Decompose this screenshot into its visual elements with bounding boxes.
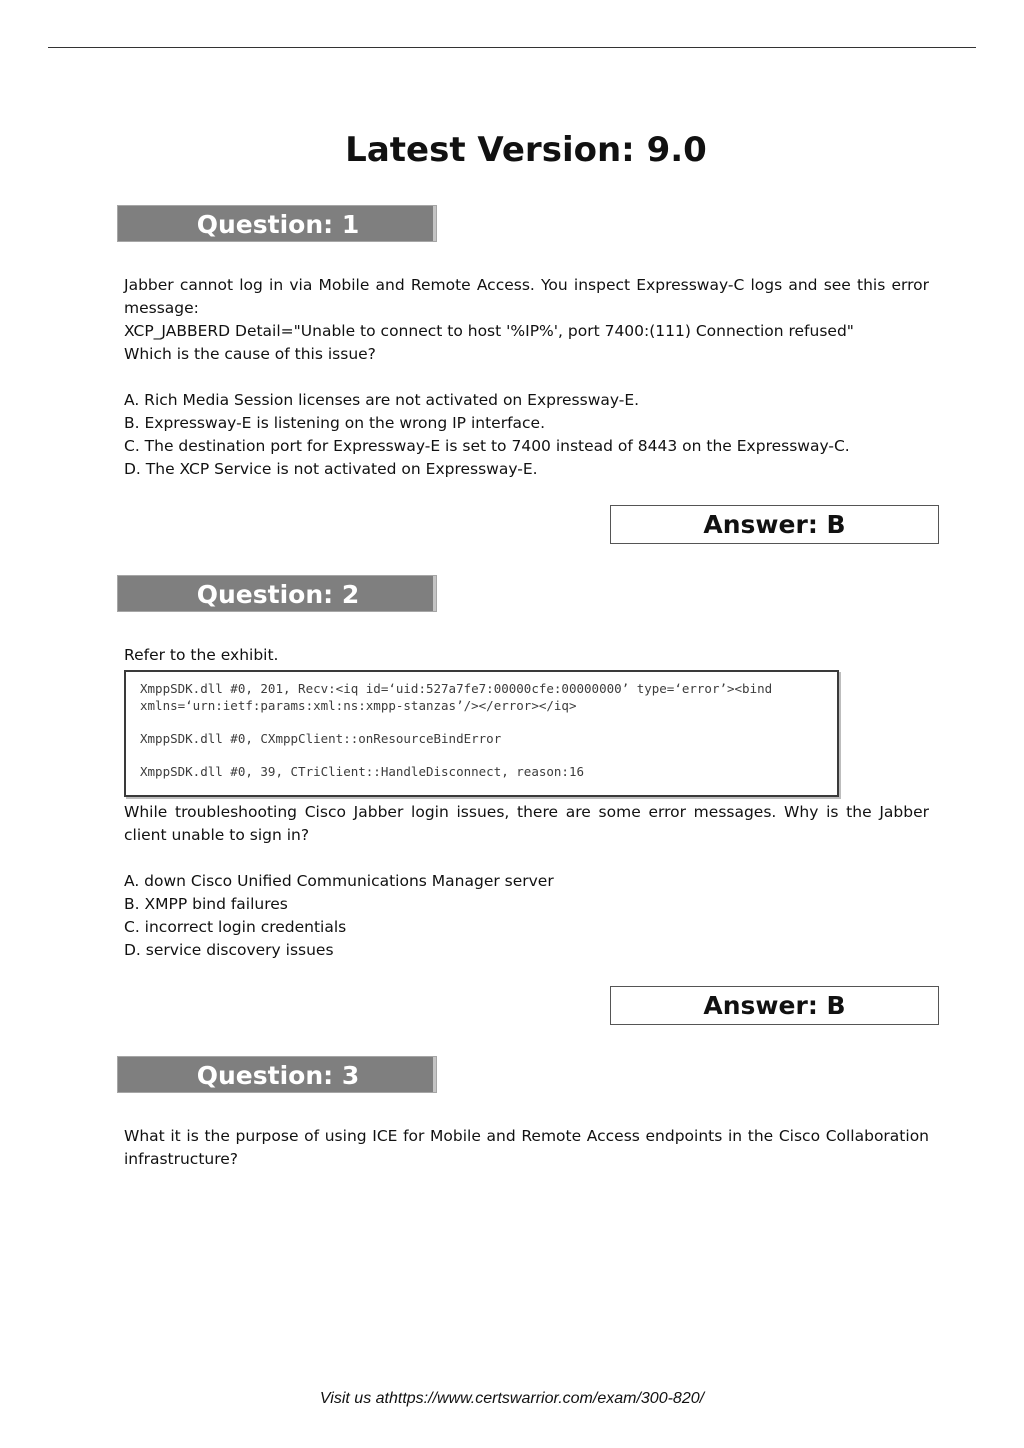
question-1-options bbox=[124, 389, 929, 481]
exhibit-log-line: XmppSDK.dll #0, 201, Recv:<iq id=‘uid:527a7fe7:00000cfe:00000000’ type=‘error’><bind bbox=[140, 681, 773, 696]
question-2-option-c: C. incorrect login credentials bbox=[124, 918, 347, 936]
question-2-answer-box bbox=[610, 986, 939, 1025]
question-1-answer: Answer: B bbox=[703, 510, 846, 539]
exhibit-spacer bbox=[140, 747, 827, 763]
exhibit-log-line: XmppSDK.dll #0, 39, CTriClient::HandleDisconnect, reason:16 bbox=[140, 764, 585, 779]
question-2-header bbox=[117, 575, 437, 612]
question-2-option-d: D. service discovery issues bbox=[124, 941, 334, 959]
question-1-text bbox=[124, 274, 929, 366]
question-2-header-label: Question: 2 bbox=[196, 580, 360, 609]
question-3-header-label: Question: 3 bbox=[196, 1061, 360, 1090]
question-1-header-label: Question: 1 bbox=[196, 210, 360, 239]
exhibit-log-line: XmppSDK.dll #0, CXmppClient::onResourceBindError bbox=[140, 731, 502, 746]
question-3-text bbox=[124, 1125, 929, 1171]
exhibit-log bbox=[124, 670, 839, 797]
question-1-option-a: A. Rich Media Session licenses are not activated on Expressway-E. bbox=[124, 391, 640, 409]
exhibit-spacer bbox=[140, 714, 827, 730]
header-rule bbox=[48, 47, 976, 48]
question-1-option-d: D. The XCP Service is not activated on Expressway-E. bbox=[124, 460, 538, 478]
page-title: Latest Version: 9.0 bbox=[345, 130, 707, 170]
question-1-option-c: C. The destination port for Expressway-E is set to 7400 instead of 8443 on the Expressway-C. bbox=[124, 437, 850, 455]
question-3-text-body: What it is the purpose of using ICE for Mobile and Remote Access endpoints in the Cisco Collaboration infrastructure? bbox=[124, 1127, 929, 1168]
question-2-text bbox=[124, 801, 929, 847]
footer-link-text: Visit us athttps://www.certswarrior.com/exam/300-820/ bbox=[319, 1390, 705, 1407]
question-1-answer-box bbox=[610, 505, 939, 544]
question-2-options bbox=[124, 870, 929, 962]
question-1-text-line: Which is the cause of this issue? bbox=[124, 345, 376, 363]
question-1-text-line: Jabber cannot log in via Mobile and Remote Access. You inspect Expressway-C logs and see this error message: bbox=[124, 276, 929, 317]
question-1-header bbox=[117, 205, 437, 242]
question-2-answer: Answer: B bbox=[703, 991, 846, 1020]
question-2-option-b: B. XMPP bind failures bbox=[124, 895, 288, 913]
question-2-option-a: A. down Cisco Unified Communications Manager server bbox=[124, 872, 554, 890]
question-3-header bbox=[117, 1056, 437, 1093]
question-1-option-b: B. Expressway-E is listening on the wrong IP interface. bbox=[124, 414, 546, 432]
exhibit-log-line: xmlns=‘urn:ietf:params:xml:ns:xmpp-stanzas’/></error></iq> bbox=[140, 698, 577, 713]
question-2-text-body: While troubleshooting Cisco Jabber login issues, there are some error messages. Why is the Jabber client unable to sign in? bbox=[124, 803, 929, 844]
question-2-intro-text: Refer to the exhibit. bbox=[124, 646, 279, 664]
question-1-text-line: XCP_JABBERD Detail="Unable to connect to host '%IP%', port 7400:(111) Connection refused" bbox=[124, 322, 854, 340]
question-2-intro bbox=[124, 644, 929, 667]
